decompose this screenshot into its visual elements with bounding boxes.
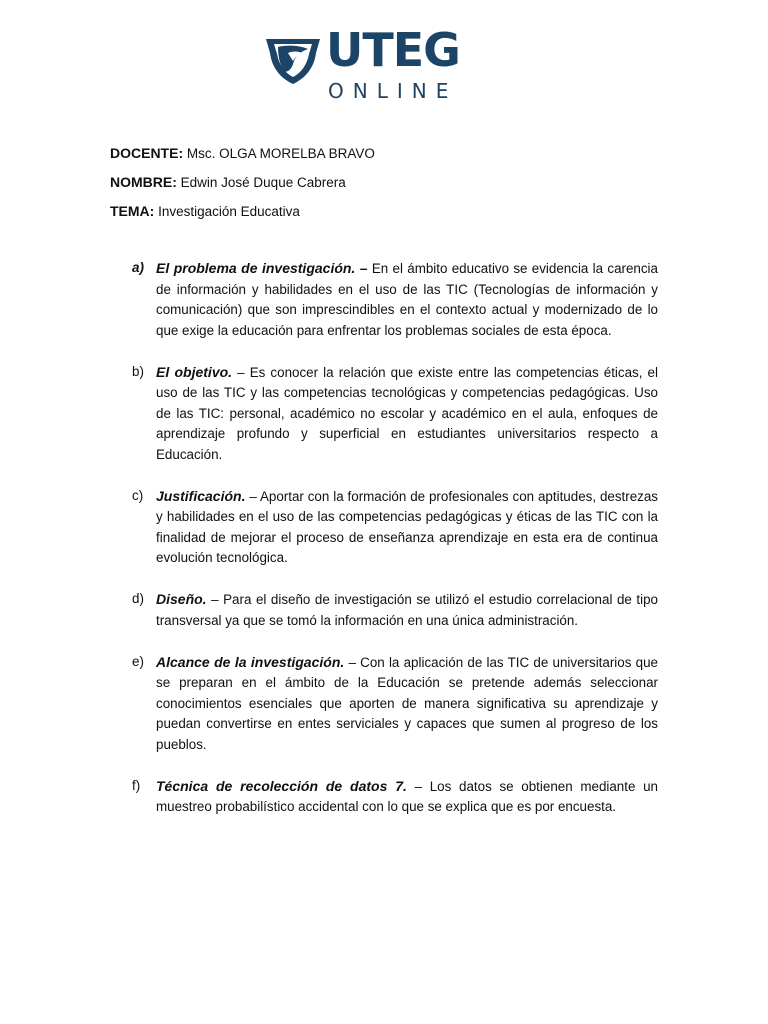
item-title: Justificación.: [156, 487, 246, 504]
tema-label: TEMA:: [110, 203, 155, 219]
nombre-label: NOMBRE:: [110, 174, 177, 190]
research-items-list: [132, 258, 658, 838]
list-item: [132, 486, 658, 569]
shield-helmet-icon: [264, 35, 322, 85]
item-marker: c): [132, 487, 144, 503]
item-marker: d): [132, 591, 144, 606]
item-text: – Para el diseño de investigación se utilizó el estudio correlacional de tipo transversal ya que se tomó la información en una única administración.: [156, 592, 658, 628]
item-title: El objetivo.: [156, 363, 233, 380]
item-title: Diseño.: [156, 591, 207, 607]
item-text: – Es conocer la relación que existe entre las competencias éticas, el uso de las TIC y las competencias tecnológicas y competencias pedagógicas. Uso de las TIC: personal, académico no escolar y académico en el aula, enfoques de aprendizaje profundo y superficial en estudiantes universitarios respecto a Educación.: [156, 364, 658, 462]
list-item: [132, 258, 658, 341]
tema-line: [110, 202, 300, 221]
list-item: [132, 589, 658, 631]
logo-subtitle: ONLINE: [328, 79, 458, 103]
item-marker: e): [132, 653, 144, 669]
nombre-value: Edwin José Duque Cabrera: [176, 175, 346, 190]
docente-line: [110, 144, 375, 163]
item-text: – Con la aplicación de las TIC de universitarios que se preparan en el ámbito de la Educación se pretende además seleccionar conocimientos esenciales que aporten de manera significativa su aprendizaje y puedan convertirse en entes serviciales y capaces que sumen al progreso de los pueblos.: [156, 654, 658, 752]
item-text: – Aportar con la formación de profesionales con aptitudes, destrezas y habilidades en el uso de las competencias pedagógicas y éticas de las TIC con la finalidad de mejorar el proceso de enseñanza aprendizaje en esta era de continua evolución tecnológica.: [156, 488, 658, 565]
nombre-line: [110, 173, 346, 192]
item-title: Alcance de la investigación.: [156, 653, 345, 670]
tema-value: Investigación Educativa: [154, 204, 300, 219]
item-text: – Los datos se obtienen mediante un muestreo probabilístico accidental con lo que se explica que es por encuesta.: [156, 778, 659, 814]
item-marker: b): [132, 363, 144, 379]
list-item: [132, 776, 658, 818]
item-title: El problema de investigación. –: [156, 260, 368, 276]
item-marker: a): [132, 260, 144, 275]
item-marker: f): [132, 777, 141, 793]
docente-value: Msc. OLGA MORELBA BRAVO: [183, 146, 375, 161]
docente-label: DOCENTE:: [110, 145, 184, 161]
logo-wordmark: UTEG: [326, 23, 460, 77]
list-item: [132, 362, 658, 466]
item-title: Técnica de recolección de datos 7.: [156, 777, 407, 794]
item-text: En el ámbito educativo se evidencia la carencia de información y habilidades en el uso de las TIC (Tecnologías de información y comunicación) que son imprescindibles en el contexto actual y modernizado de lo que exige la educación para enfrentar los problemas sociales de esta época.: [156, 261, 658, 338]
list-item: [132, 652, 658, 756]
uteg-online-logo: [264, 23, 476, 107]
